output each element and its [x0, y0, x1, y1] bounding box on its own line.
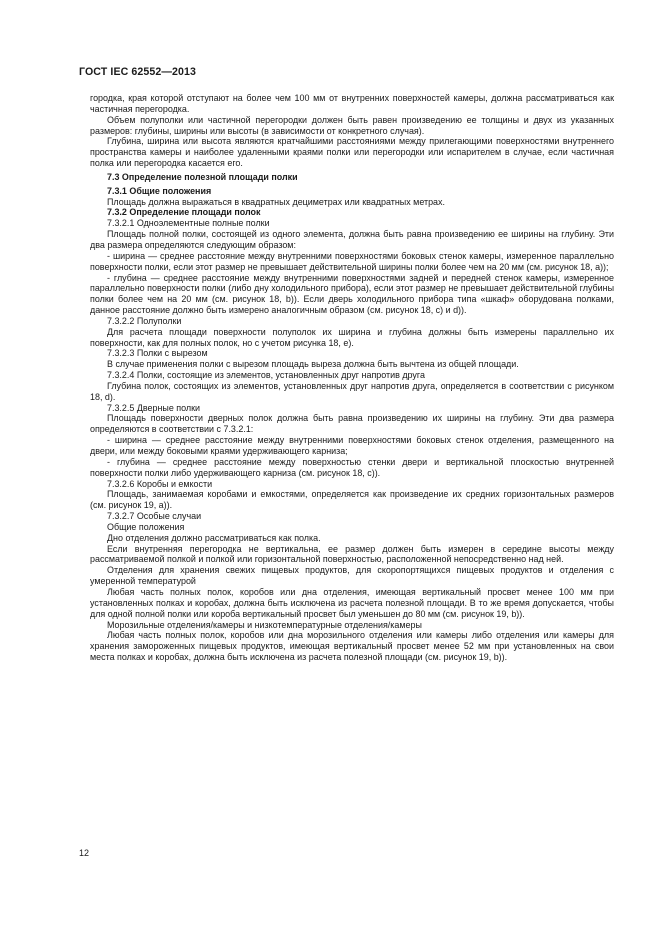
paragraph: Площадь, занимаемая коробами и емкостями, определяется как произведение их средних горизонтальных размеров (см. рисунок 19, а)). — [90, 489, 614, 511]
subheading: Общие положения — [107, 521, 185, 532]
paragraph: Любая часть полных полок, коробов или дна отделения, имеющая вертикальный просвет менее 100 мм при установленных полках и коробах, должна быть исключена из расчета полезной площади. В то же время допускается, чтобы для одной полной полки или короба вертикальный просвет был уменьшен до 80 мм (см. рисунок 19, b)). — [90, 586, 614, 619]
subsection-heading: 7.3.2.2 Полуполки — [107, 315, 182, 326]
section-heading-7-3-1: 7.3.1 Общие положения — [107, 185, 212, 196]
document-header: ГОСТ IEC 62552—2013 — [79, 66, 197, 78]
paragraph: Площадь полной полки, состоящей из одного элемента, должна быть равна произведению ее ширины на глубину. Эти два размера определяются следующим образом: — [90, 229, 614, 250]
paragraph: Любая часть полных полок, коробов или дна морозильного отделения или камеры либо отделения или камеры для хранения замороженных пищевых продуктов, имеющая вертикальный просвет менее 52 мм при установленных на свои места полках и коробах, должна быть исключена из расчета полезной площади (см. рисунок 19, b)). — [90, 630, 614, 663]
paragraph: Если внутренняя перегородка не вертикальна, ее размер должен быть измерен в середине высоты между рассматриваемой полкой и полкой или горизонтальной поверхностью, расположенной непосредственно над ней. — [90, 543, 614, 565]
subsection-heading: 7.3.2.4 Полки, состоящие из элементов, установленных друг напротив друга — [107, 370, 425, 381]
paragraph: Объем полуполки или частичной перегородки должен быть равен произведению ее толщины и двух из указанных размеров: глубины, ширины или высоты (в зависимости от конкретного случая). — [90, 114, 614, 136]
page-number: 12 — [79, 848, 90, 858]
paragraph: Дно отделения должно рассматриваться как полка. — [107, 532, 321, 543]
subsection-heading: 7.3.2.3 Полки с вырезом — [107, 348, 208, 359]
subheading: Морозильные отделения/камеры и низкотемпературные отделения/камеры — [107, 619, 422, 630]
list-item: - ширина — среднее расстояние между внутренними поверхностями боковых стенок камеры, измеренное параллельно поверхности полки, если этот размер не превышает действительной ширины полки более чем на 20 мм (см. рисунок 18, а)); — [90, 250, 614, 272]
paragraph: Отделения для хранения свежих пищевых продуктов, для скоропортящихся пищевых продуктов и отделения с умеренной температурой — [90, 565, 614, 587]
subsection-heading: 7.3.2.1 Одноэлементные полные полки — [107, 218, 270, 229]
paragraph: городка, края которой отступают на более чем 100 мм от внутренних поверхностей камеры, должна рассматриваться как частичная перегородка. — [90, 93, 614, 114]
list-item: - глубина — среднее расстояние между поверхностью стенки двери и вертикальной плоскостью внутренней поверхности полки либо удерживающего карниза (см. рисунок 18, c)). — [90, 456, 614, 478]
section-heading-7-3: 7.3 Определение полезной площади полки — [107, 171, 298, 182]
subsection-heading: 7.3.2.7 Особые случаи — [107, 511, 202, 522]
list-item: - ширина — среднее расстояние между внутренними поверхностями боковых стенок отделения, размещенного на двери, или между боковыми краями удерживающего карниза; — [90, 435, 614, 456]
paragraph: Глубина полок, состоящих из элементов, установленных друг напротив друга, определяется в соответствии с рисунком 18, d). — [90, 380, 614, 402]
section-heading-7-3-2: 7.3.2 Определение площади полок — [107, 207, 261, 218]
paragraph: В случае применения полки с вырезом площадь выреза должна быть вычтена из общей площади. — [107, 359, 519, 370]
subsection-heading: 7.3.2.5 Дверные полки — [107, 402, 201, 413]
list-item: - глубина — среднее расстояние между внутренними поверхностями задней и передней стенок камеры, измеренное параллельно поверхности полки (либо дну холодильного прибора), если этот размер не превышает действительной глубины полки более чем на 20 мм (см. рисунок 18, b)). Если дверь холодильного прибора типа «шкаф» оборудована полками, данное расстояние должно быть измерено аналогичным образом (см. рисунок 18, c) и d)). — [90, 272, 614, 316]
paragraph: Глубина, ширина или высота являются кратчайшими расстояниями между прилегающими поверхностями внутреннего пространства камеры и наиболее удаленными краями полки или перегородки или испарителем в случае, если частичная полка или перегородка касается его. — [90, 136, 614, 169]
paragraph: Площадь должна выражаться в квадратных дециметрах или квадратных метрах. — [107, 196, 445, 207]
document-body — [90, 93, 614, 663]
paragraph: Площадь поверхности дверных полок должна быть равна произведению их ширины на глубину. Эти два размера определяются в соответствии с 7.3.2.1: — [90, 413, 614, 435]
subsection-heading: 7.3.2.6 Коробы и емкости — [107, 478, 213, 489]
paragraph: Для расчета площади поверхности полуполок их ширина и глубина должны быть измерены параллельно их поверхности, как для полных полок, но с учетом рисунка 18, e). — [90, 326, 614, 348]
